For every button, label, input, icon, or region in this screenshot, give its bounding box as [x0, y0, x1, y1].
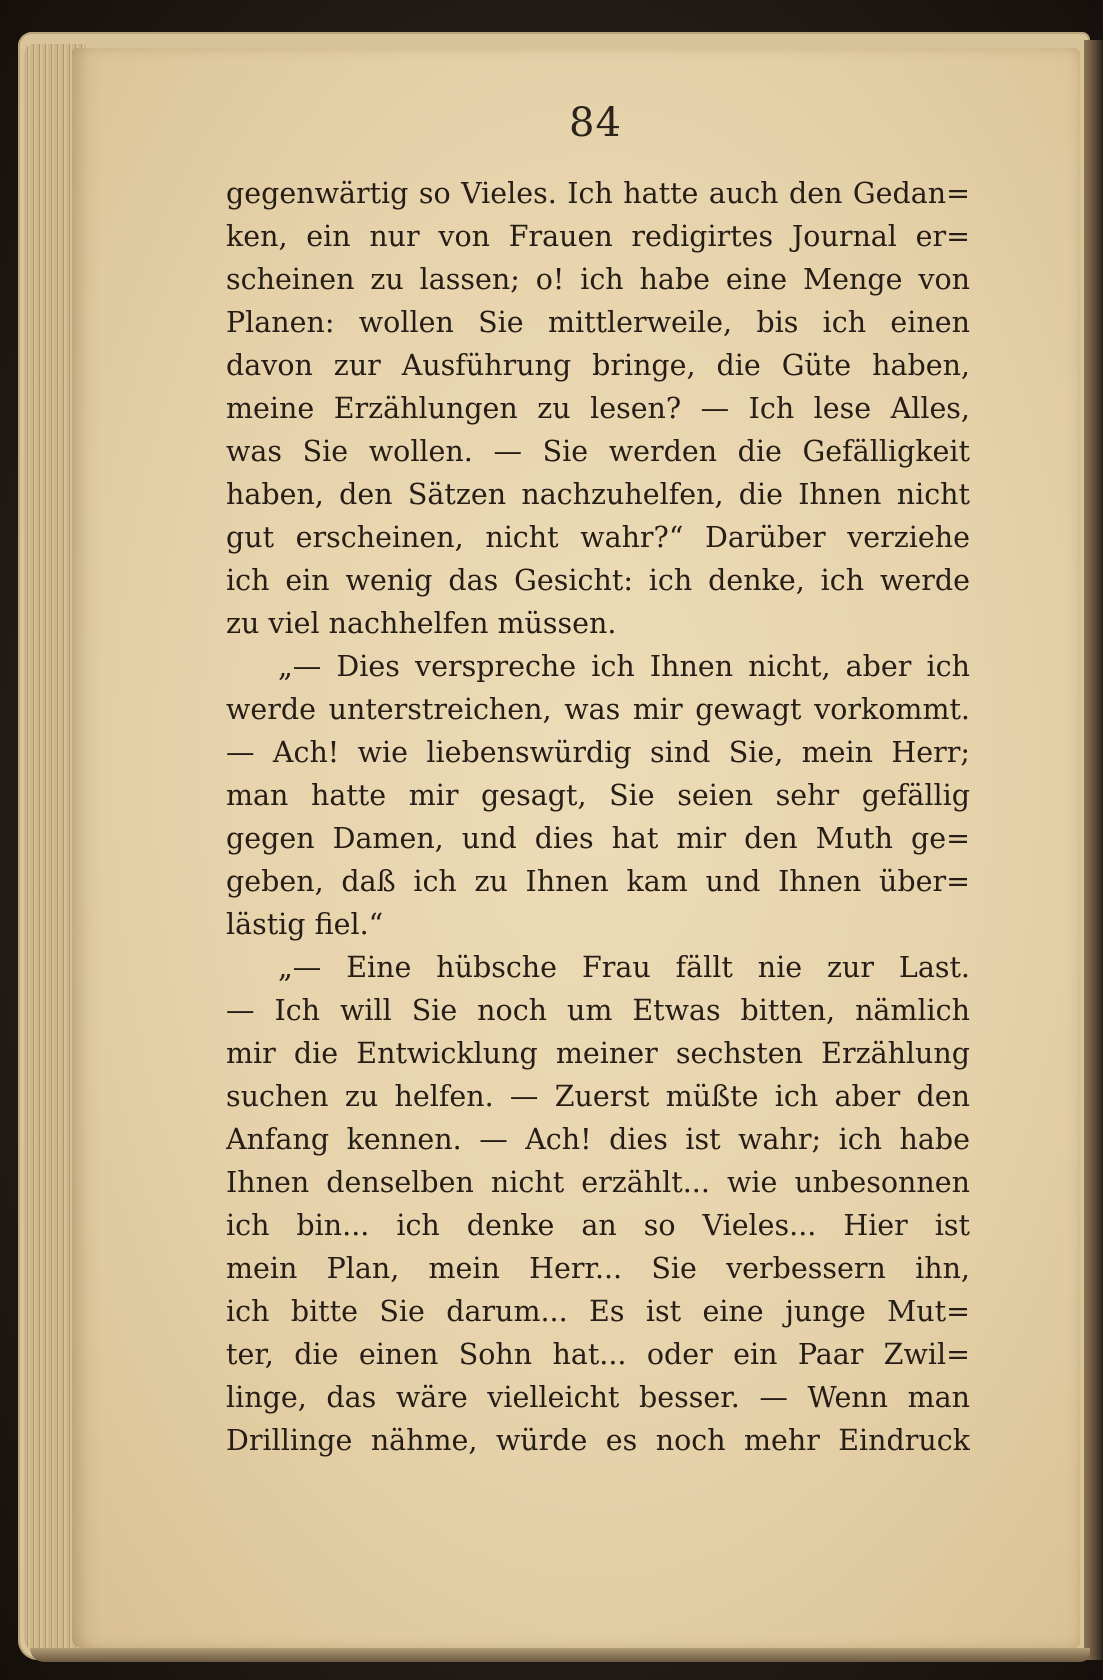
text-line: — Ich will Sie noch um Etwas bitten, nämlich	[226, 994, 970, 1027]
page-bottom-edge	[30, 1648, 1090, 1662]
text-line: gegen Damen, und dies hat mir den Muth ge=	[226, 822, 970, 855]
text-line: meine Erzählungen zu lesen? — Ich lese Alles,	[226, 392, 970, 425]
text-line: Drillinge nähme, würde es noch mehr Eindruck	[226, 1424, 970, 1457]
text-line: scheinen zu lassen; o! ich habe eine Menge von	[226, 263, 970, 296]
text-line: ter, die einen Sohn hat... oder ein Paar Zwil=	[226, 1338, 970, 1371]
text-line: Planen: wollen Sie mittlerweile, bis ich einen	[226, 306, 970, 339]
text-line: linge, das wäre vielleicht besser. — Wenn man	[226, 1381, 970, 1414]
text-line: davon zur Ausführung bringe, die Güte haben,	[226, 349, 970, 382]
text-line: Anfang kennen. — Ach! dies ist wahr; ich habe	[226, 1123, 970, 1156]
text-line: „— Dies verspreche ich Ihnen nicht, aber ich	[278, 650, 970, 683]
text-line: ich bitte Sie darum... Es ist eine junge Mut=	[226, 1295, 970, 1328]
body-text	[226, 172, 970, 1462]
text-line: gegenwärtig so Vieles. Ich hatte auch den Gedan=	[226, 177, 970, 210]
text-line: werde unterstreichen, was mir gewagt vorkommt.	[226, 693, 970, 726]
text-line: man hatte mir gesagt, Sie seien sehr gefällig	[226, 779, 970, 812]
text-line: „— Eine hübsche Frau fällt nie zur Last.	[278, 951, 970, 984]
text-line: ich ein wenig das Gesicht: ich denke, ich werde	[226, 564, 970, 597]
text-line: geben, daß ich zu Ihnen kam und Ihnen über=	[226, 865, 970, 898]
text-line: mein Plan, mein Herr... Sie verbessern ihn,	[226, 1252, 970, 1285]
text-line: gut erscheinen, nicht wahr?“ Darüber verziehe	[226, 521, 970, 554]
text-line: — Ach! wie liebenswürdig sind Sie, mein Herr;	[226, 736, 970, 769]
text-line: ich bin... ich denke an so Vieles... Hier ist	[226, 1209, 970, 1242]
text-line: suchen zu helfen. — Zuerst müßte ich aber den	[226, 1080, 970, 1113]
text-line: lästig fiel.“	[226, 908, 384, 941]
text-line: Ihnen denselben nicht erzählt... wie unbesonnen	[226, 1166, 970, 1199]
text-line: zu viel nachhelfen müssen.	[226, 607, 617, 640]
page-number: 84	[569, 100, 622, 146]
text-line: haben, den Sätzen nachzuhelfen, die Ihnen nicht	[226, 478, 970, 511]
text-line: was Sie wollen. — Sie werden die Gefälligkeit	[226, 435, 970, 468]
text-line: mir die Entwicklung meiner sechsten Erzählung	[226, 1037, 970, 1070]
text-line: ken, ein nur von Frauen redigirtes Journal er=	[226, 220, 970, 253]
book-spine-shadow	[1084, 40, 1103, 1660]
